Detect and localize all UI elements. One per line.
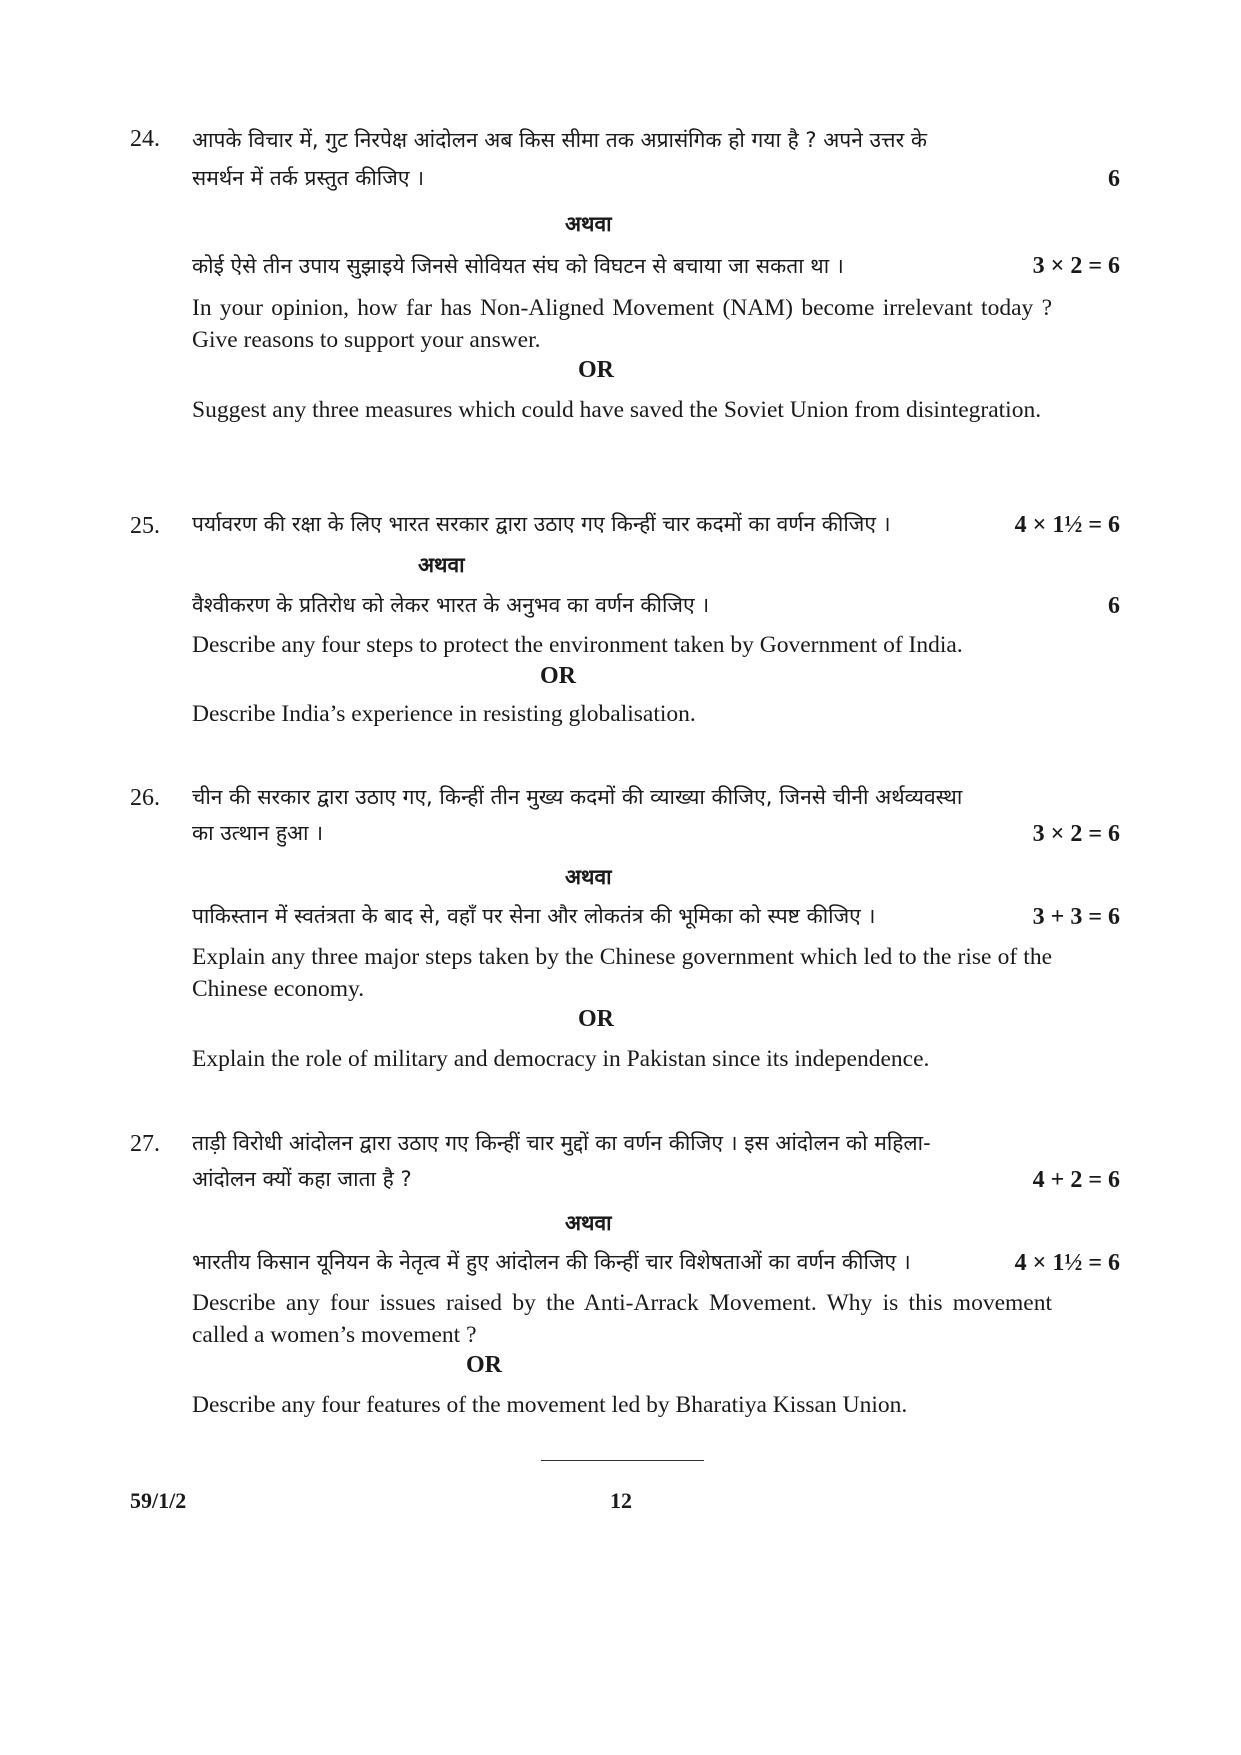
end-divider [541,1460,704,1461]
question-number: 26. [130,785,160,811]
alternative-hindi: भारतीय किसान यूनियन के नेतृत्व में हुए आंदोलन की किन्हीं चार विशेषताओं का वर्णन कीजिए । [192,1250,911,1274]
or-hindi: अथवा [565,212,612,236]
alternative-marks: 3 + 3 = 6 [1032,904,1120,930]
alternative-hindi: पाकिस्तान में स्वतंत्रता के बाद से, वहाँ पर सेना और लोकतंत्र की भूमिका को स्पष्ट कीजिए । [192,904,876,928]
alternative-english: Describe any four features of the movement led by Bharatiya Kissan Union. [192,1392,908,1418]
question-english: Describe any four steps to protect the environment taken by Government of India. [192,632,963,658]
alternative-hindi: वैश्वीकरण के प्रतिरोध को लेकर भारत के अनुभव का वर्णन कीजिए । [192,593,710,617]
alternative-marks: 4 × 1½ = 6 [1014,1250,1120,1276]
question-marks: 4 + 2 = 6 [1032,1167,1120,1193]
question-english: Explain any three major steps taken by the Chinese government which led to the rise of the Chinese economy. [192,944,1052,1002]
alternative-hindi: कोई ऐसे तीन उपाय सुझाइये जिनसे सोवियत संघ को विघटन से बचाया जा सकता था । [192,254,844,278]
alternative-english: Suggest any three measures which could have saved the Soviet Union from disintegration. [192,397,1042,423]
alternative-english: Describe India’s experience in resisting globalisation. [192,701,696,727]
question-number: 25. [130,513,160,539]
or-hindi: अथवा [565,1211,612,1235]
question-number: 24. [130,126,160,152]
question-hindi-line-1: चीन की सरकार द्वारा उठाए गए, किन्हीं तीन मुख्य कदमों की व्याख्या कीजिए, जिनसे चीनी अर्थव्यवस्था [192,785,963,809]
question-hindi-line-1: आपके विचार में, गुट निरपेक्ष आंदोलन अब किस सीमा तक अप्रासंगिक हो गया है ? अपने उत्तर के [192,128,927,152]
question-hindi-line-1: पर्यावरण की रक्षा के लिए भारत सरकार द्वारा उठाए गए किन्हीं चार कदमों का वर्णन कीजिए । [192,512,891,536]
alternative-marks: 6 [1108,593,1120,619]
or-english: OR [578,1006,614,1032]
or-hindi: अथवा [418,553,465,577]
question-hindi-line-2: का उत्थान हुआ । [192,821,324,845]
or-english: OR [540,663,576,689]
question-marks: 4 × 1½ = 6 [1014,512,1120,538]
question-hindi-line-1: ताड़ी विरोधी आंदोलन द्वारा उठाए गए किन्हीं चार मुद्दों का वर्णन कीजिए । इस आंदोलन को महिला- [192,1131,931,1155]
page-number: 12 [610,1488,632,1513]
question-english: Describe any four issues raised by the Anti-Arrack Movement. Why is this movement called a women’s movement ? [192,1290,1052,1348]
question-english: In your opinion, how far has Non-Aligned Movement (NAM) become irrelevant today ? Give reasons to support your answer. [192,295,1052,353]
alternative-marks: 3 × 2 = 6 [1032,253,1120,279]
paper-code: 59/1/2 [130,1488,187,1513]
question-number: 27. [130,1131,160,1157]
question-marks: 6 [1108,166,1120,192]
or-english: OR [466,1352,502,1378]
or-hindi: अथवा [565,865,612,889]
or-english: OR [578,357,614,383]
alternative-english: Explain the role of military and democracy in Pakistan since its independence. [192,1046,930,1072]
question-hindi-line-2: समर्थन में तर्क प्रस्तुत कीजिए । [192,166,425,190]
question-hindi-line-2: आंदोलन क्यों कहा जाता है ? [192,1167,412,1191]
question-marks: 3 × 2 = 6 [1032,821,1120,847]
